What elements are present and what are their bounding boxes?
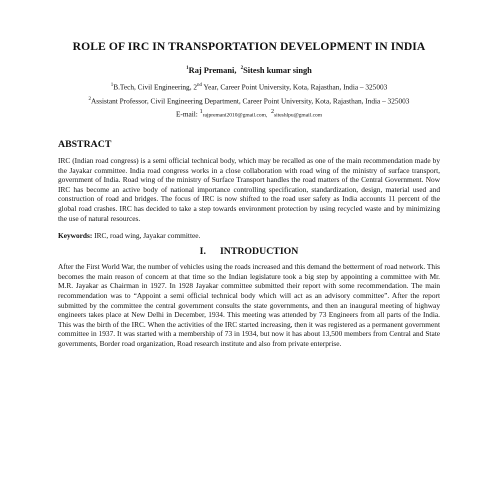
introduction-title: INTRODUCTION	[219, 246, 299, 258]
keywords-line	[58, 231, 440, 241]
paper-page	[58, 40, 440, 356]
affiliation-1-mark: 1	[110, 82, 114, 88]
introduction-heading	[58, 246, 440, 258]
affiliation-2	[58, 94, 440, 106]
email-address-2[interactable]: siteshlpu@gmail.com	[274, 112, 323, 119]
keywords-text: IRC, road wing, Jayakar committee.	[92, 230, 201, 240]
author2-name: Sitesh kumar singh	[243, 65, 312, 75]
author1-mark: 1	[186, 66, 189, 71]
email-address-1[interactable]: rajpremani2010@gmail.com,	[202, 112, 268, 119]
paper-title: ROLE OF IRC IN TRANSPORTATION DEVELOPMENT IN INDIA	[72, 40, 426, 53]
email-mark-1: 1	[199, 108, 203, 115]
introduction-number: I.	[199, 246, 206, 258]
email-label: E-mail:	[175, 109, 200, 119]
introduction-body: After the First World War, the number of vehicles using the roads increased and this demand the betterment of road network. This becomes the main reason of concern at that time so the Indian legislature took a big step by appointing a committee with Mr. M.R. Jayakar as Chairman in 1927. In 1928 Jayakar committee submitted their report with some recommendation. The main recommendation was to “Appoint a semi official technical body which will act as an advisory committee”. After the report submitted by the committee the central government consults the state governments, and then an inaugural meeting of highway engineers takes place at New Delhi in December, 1934. This meeting was attended by 73 Engineers from all parts of the India. This was the birth of the IRC. When the activities of the IRC started increasing, then it was registered as a permanent government committee in 1937. It was started with a membership of 73 in 1934, but now it has about 13,500 members from Central and State governments, Border road organization, Road research institute and also from private enterprise.	[58, 262, 440, 348]
abstract-heading: ABSTRACT	[58, 139, 112, 151]
keywords-label: Keywords:	[58, 230, 93, 240]
affiliation-1-text-b: Year, Career Point University, Kota, Rajasthan, India – 325003	[202, 82, 388, 92]
affiliation-1-sup: nd	[197, 82, 202, 88]
affiliation-1	[58, 80, 440, 92]
affiliation-1-text-a: B.Tech, Civil Engineering, 2	[113, 82, 197, 92]
affiliation-2-text: Assistant Professor, Civil Engineering Department, Career Point University, Kota, Rajasthan, India – 325003	[91, 96, 410, 106]
author1-name: Raj Premani,	[188, 65, 237, 75]
abstract-body: IRC (Indian road congress) is a semi official technical body, which may be recalled as one of the main recommendation made by the Jayakar committee. India road congress works in a close collaboration with road wing of the ministry of surface transport, government of India. Road wing of the ministry of Surface Transport handles the road matters of the Central Government. Now IRC has become an active body of national importance controlling specification, standardization, design, material used and construction of road and bridges. The focus of IRC is now shifted to the road user safety as India accounts 11 percent of the global road crashes. IRC has decided to take a step towards environment protection by using recycled waste and by minimizing the use of natural resources.	[58, 156, 440, 223]
email-line	[58, 107, 440, 121]
email-mark-2: 2	[271, 108, 275, 115]
author-line	[58, 64, 440, 76]
affiliation-2-mark: 2	[88, 97, 92, 103]
author2-mark: 2	[240, 66, 244, 71]
